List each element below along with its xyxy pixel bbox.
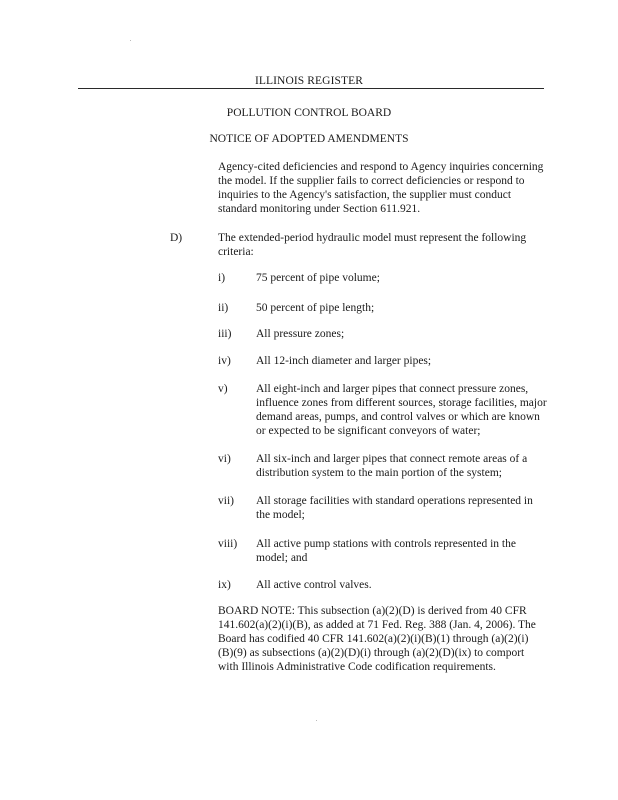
subitem-label: viii) bbox=[218, 538, 238, 550]
scan-speck bbox=[316, 720, 317, 721]
board-note: BOARD NOTE: This subsection (a)(2)(D) is derived from 40 CFR 141.602(a)(2)(i)(B), as added at 71 Fed. Reg. 388 (Jan. 4, 2006). The Board has codified 40 CFR 141.602(a)(2)(i)(B)(1) through (a)(2)(i)(B)(9) as subsections (a)(2)(D)(i) through (a)(2)(D)(ix) to comport with Illinois Administrative Code codification requirements. bbox=[218, 605, 536, 673]
header-rule bbox=[78, 88, 544, 89]
subitem-label: v) bbox=[218, 383, 228, 395]
subitem-label: iv) bbox=[218, 355, 231, 367]
intro-paragraph: Agency-cited deficiencies and respond to Agency inquiries concerning the model. If the supplier fails to correct deficiencies or respond to inquiries to the Agency's satisfaction, the supplier must conduct standard monitoring under Section 611.921. bbox=[218, 161, 544, 215]
subitem-text: All active control valves. bbox=[256, 579, 372, 591]
subitem-text: 75 percent of pipe volume; bbox=[256, 272, 380, 284]
item-d-label: D) bbox=[170, 232, 183, 244]
subitem-text: 50 percent of pipe length; bbox=[256, 302, 375, 314]
subitem-text: All six-inch and larger pipes that connect remote areas of a distribution system to the main portion of the system; bbox=[256, 453, 528, 479]
subitem-text: All storage facilities with standard operations represented in the model; bbox=[256, 495, 533, 521]
register-header: ILLINOIS REGISTER bbox=[254, 75, 364, 87]
scan-speck bbox=[130, 40, 131, 41]
subitem-text: All eight-inch and larger pipes that connect pressure zones, influence zones from different sources, storage facilities, major demand areas, pumps, and control valves or which are known or expected to be significant conveyors of water; bbox=[256, 383, 547, 437]
item-d-text: The extended-period hydraulic model must represent the following criteria: bbox=[218, 232, 527, 258]
notice-title: NOTICE OF ADOPTED AMENDMENTS bbox=[209, 133, 409, 145]
subitem-label: iii) bbox=[218, 328, 232, 340]
agency-header: POLLUTION CONTROL BOARD bbox=[226, 107, 392, 119]
subitem-label: ii) bbox=[218, 302, 229, 314]
subitem-label: ix) bbox=[218, 579, 231, 591]
subitem-text: All pressure zones; bbox=[256, 328, 345, 340]
subitem-text: All 12-inch diameter and larger pipes; bbox=[256, 355, 432, 367]
subitem-label: i) bbox=[218, 272, 226, 284]
subitem-label: vii) bbox=[218, 495, 234, 507]
subitem-text: All active pump stations with controls represented in the model; and bbox=[256, 538, 516, 564]
subitem-label: vi) bbox=[218, 453, 231, 465]
